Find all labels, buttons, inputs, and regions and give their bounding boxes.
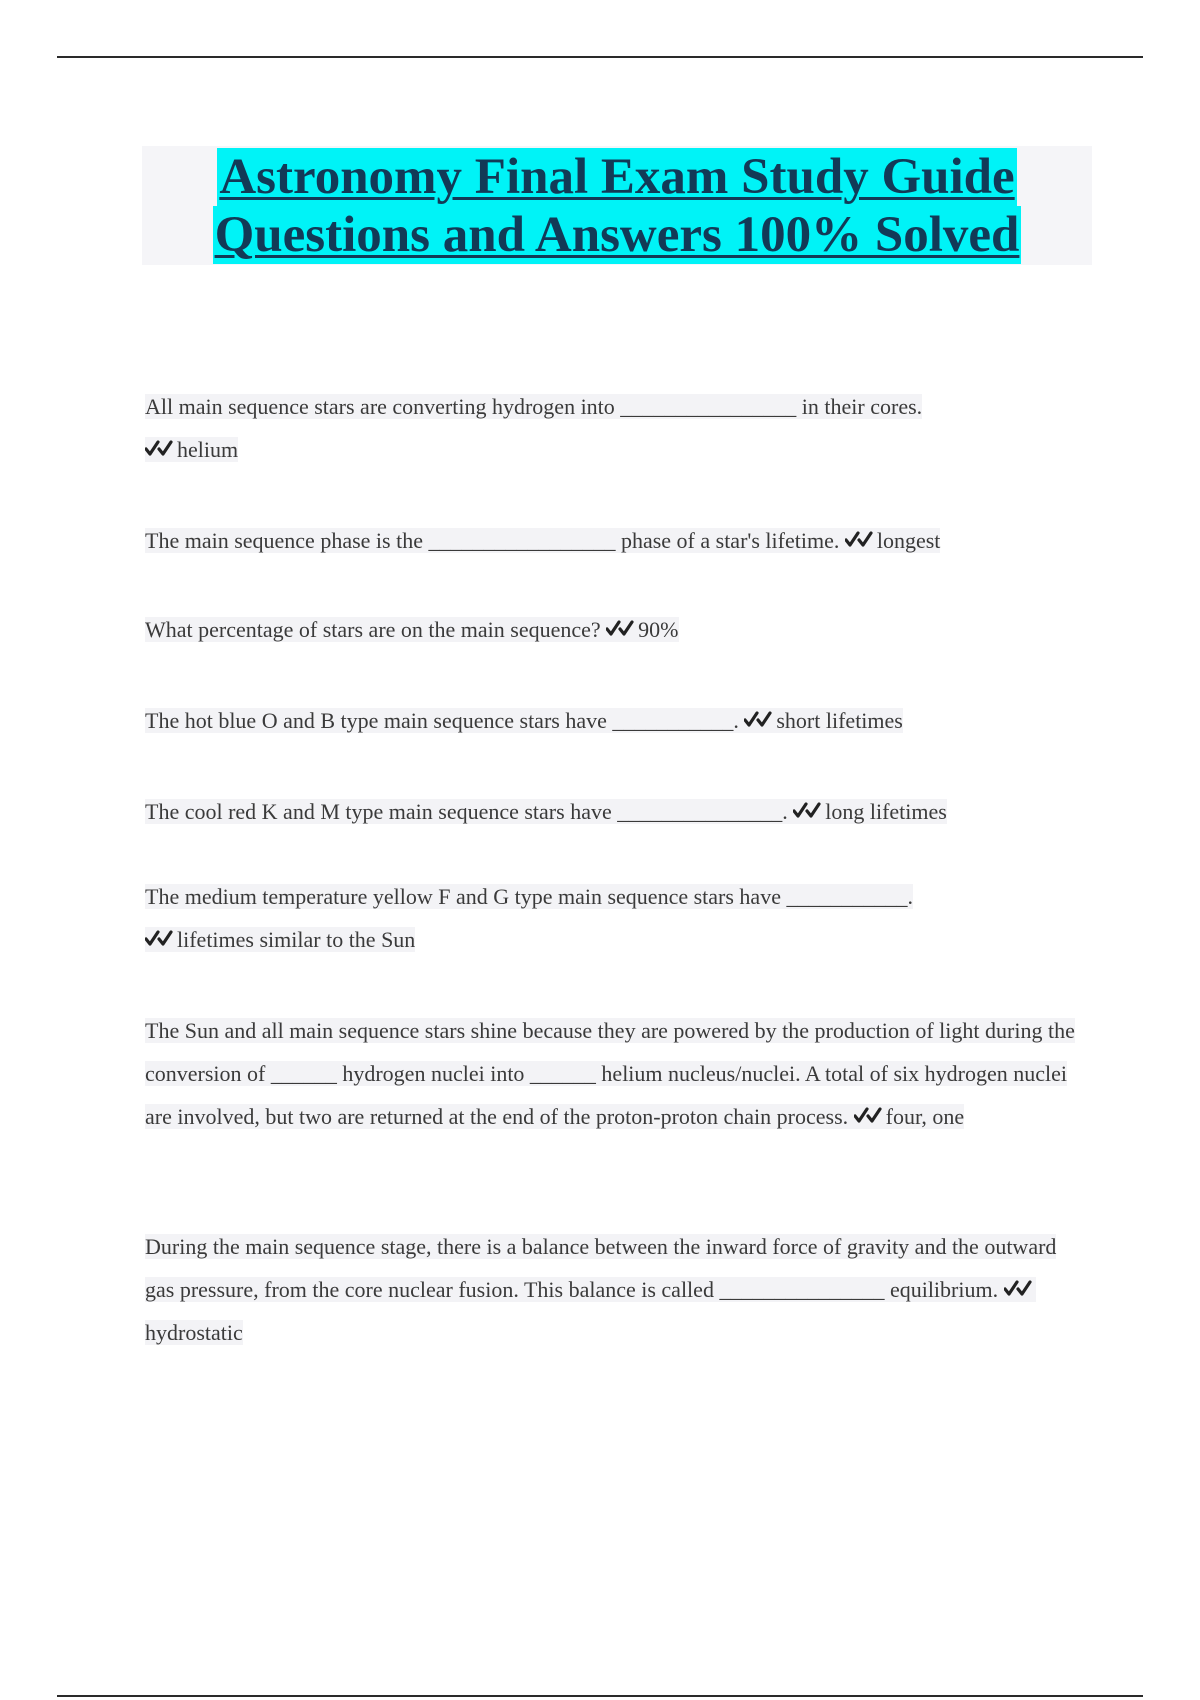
question-text: During the main sequence stage, there is a balance between the inward force of gravity and the outward gas pressure, from the core nuclear fusion. This balance is called _______________ equilibrium.: [145, 1234, 1057, 1302]
header-rule: [57, 56, 1143, 58]
title-line-1: Astronomy Final Exam Study Guide: [219, 149, 1015, 205]
answer-text: four, one: [885, 1104, 965, 1129]
answer-text: lifetimes similar to the Sun: [177, 927, 416, 952]
answer-text: 90%: [638, 617, 679, 642]
title-line-2: Questions and Answers 100% Solved: [214, 207, 1020, 263]
question-text: The medium temperature yellow F and G type main sequence stars have ___________.: [145, 884, 913, 909]
qa-item: [145, 385, 1075, 471]
question-text: All main sequence stars are converting hydrogen into ________________ in their cores.: [145, 394, 923, 419]
qa-item: [145, 519, 1075, 562]
question-text: The main sequence phase is the _________________ phase of a star's lifetime.: [145, 528, 840, 553]
question-text: What percentage of stars are on the main sequence?: [145, 617, 601, 642]
qa-item: [145, 1225, 1075, 1354]
answer-text: long lifetimes: [825, 799, 947, 824]
qa-item: [145, 608, 1075, 651]
qa-item: [145, 699, 1075, 742]
answer-text: hydrostatic: [145, 1320, 243, 1345]
double-check-icon: [793, 800, 821, 822]
answer-text: helium: [177, 437, 239, 462]
double-check-icon: [854, 1105, 882, 1127]
double-check-icon: [606, 618, 634, 640]
question-text: The cool red K and M type main sequence stars have _______________.: [145, 799, 788, 824]
double-check-icon: [845, 529, 873, 551]
question-text: The Sun and all main sequence stars shine because they are powered by the production of light during the conversion of ______ hydrogen nuclei into ______ helium nucleus/nuclei. A total of six hydrogen nuclei are involved, but two are returned at the end of the proton-proton chain process.: [145, 1018, 1075, 1129]
double-check-icon: [744, 709, 772, 731]
question-text: The hot blue O and B type main sequence stars have ___________.: [145, 708, 739, 733]
qa-item: [145, 1009, 1075, 1138]
answer-text: short lifetimes: [776, 708, 903, 733]
double-check-icon: [145, 438, 173, 460]
double-check-icon: [1004, 1278, 1032, 1300]
document-title: [142, 146, 1092, 265]
answer-text: longest: [876, 528, 941, 553]
qa-item: [145, 875, 1075, 961]
footer-rule: [57, 1695, 1143, 1697]
double-check-icon: [145, 928, 173, 950]
qa-item: [145, 790, 1075, 833]
